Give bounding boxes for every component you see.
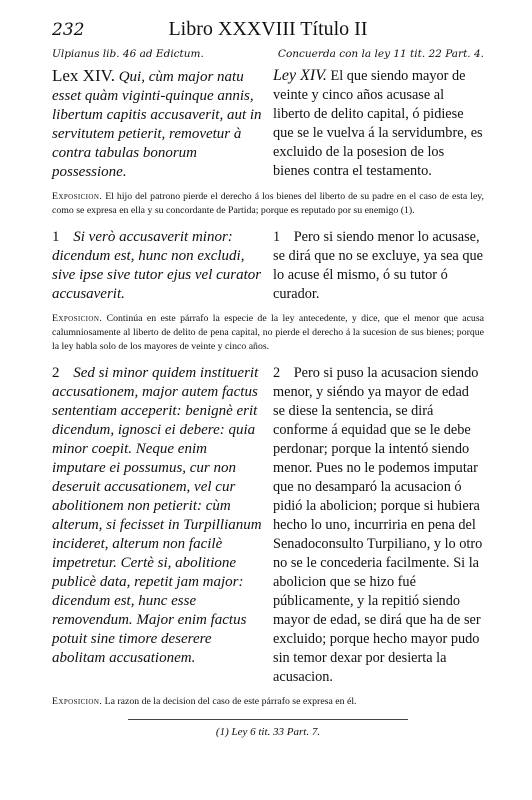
page <box>52 20 484 738</box>
lex14-latin-text: Qui, cùm major natu esset quàm viginti-quinque annis, libertum capitis accusaverit, aut in servitutem petierit, removetur à contra tabulas bonorum possessione. <box>52 69 262 180</box>
section-1-spanish-number: 1 <box>273 229 281 245</box>
section-2-latin-number: 2 <box>52 365 60 381</box>
section-1-latin <box>52 228 263 304</box>
lex14-latin <box>52 66 263 182</box>
section-2-latin <box>52 364 263 687</box>
exposition-3 <box>52 695 484 709</box>
section-1-spanish-text: Pero si siendo menor lo acusase, se dirá que no se excluye, ya sea que lo acuse él mismo, ó su tutor ó curador. <box>273 229 483 302</box>
section-2-latin-text: Sed si minor quidem instituerit accusationem, major autem factus sententiam acceperit: benignè erit dicendum, ignosci ei debere: quia minor coepit. Neque enim imputare ei possumus, cur non deseruit accusationem, vel cur abolitionem non petierit: cùm alterum, si fecisset in Turpillianum incideret, alterum non facilè impetretur. Certè si, abolitione publicè data, repetit jam major: dicendum est, hunc esse removendum. Major enim factus potuit sine timore deserere abolitam accusationem. <box>52 365 262 666</box>
page-header <box>52 20 484 46</box>
exposition-1-text: El hijo del patrono pierde el derecho á los bienes del liberto de su padre en el caso de esta ley, como se expresa en ella y su concordante de Partida; porque es reputado por su enemigo (1). <box>52 191 484 216</box>
lex14-block <box>52 66 484 182</box>
lex14-spanish-text: El que siendo mayor de veinte y cinco años acusase al liberto de delito capital, ó pidiese que se le vuelva á la servidumbre, es excluido de la posesion de los bienes contra el testamento. <box>273 68 483 179</box>
page-title: Libro XXXVIII Título II <box>168 18 368 40</box>
section-1-block <box>52 228 484 304</box>
exposition-2 <box>52 312 484 354</box>
exposition-3-text: La razon de la decision del caso de este párrafo se expresa en él. <box>104 696 357 707</box>
section-2-spanish-number: 2 <box>273 365 281 381</box>
exposition-2-label: Exposicion. <box>52 313 103 324</box>
exposition-3-label: Exposicion. <box>52 696 103 707</box>
lex14-spanish-lead: Ley XIV. <box>273 67 327 84</box>
footnote-divider <box>128 719 408 720</box>
exposition-1 <box>52 190 484 218</box>
lex14-latin-lead: Lex XIV. <box>52 66 115 85</box>
exposition-1-label: Exposicion. <box>52 191 103 202</box>
lex14-spanish <box>273 66 484 182</box>
section-2-spanish <box>273 364 484 687</box>
section-2-spanish-text: Pero si puso la acusacion siendo menor, y siéndo ya mayor de edad se diese la sentencia, se dirá conforme á equidad que se le debe perdonar; porque la intentó siendo menor. Pues no le podemos imputar que no desamparó la acusacion ó pidió la abolicion; porque si hubiera hecho lo uno, incurriria en pena del Senadoconsulto Turpiliano, y lo otro no se le concederia facilmente. Si la abolicion que se hizo fué públicamente, y la repitió siendo mayor de edad, se dirá que ha de ser excluido; porque hecho mayor pudo sin temor dexar por desierta la acusacion. <box>273 365 483 685</box>
section-1-latin-text: Si verò accusaverit minor: dicendum est, hunc non excludi, sive ipse sive tutor ejus vel curator accusaverit. <box>52 229 262 302</box>
source-right: Concuerda con la ley 11 tit. 22 Part. 4. <box>277 48 484 60</box>
page-number: 232 <box>52 20 85 40</box>
exposition-2-text: Continúa en este párrafo la especie de la ley antecedente, y dice, que el menor que acusa calumniosamente al liberto de delito de pena capital, no pierde el derecho á la sucesion de sus bienes; porque la ley habla solo de los mayores de veinte y cinco años. <box>52 313 484 352</box>
section-2-block <box>52 364 484 687</box>
footnote: (1) Ley 6 tit. 33 Part. 7. <box>215 726 321 738</box>
source-line <box>52 46 484 66</box>
section-1-spanish <box>273 228 484 304</box>
source-left: Ulpianus lib. 46 ad Edictum. <box>52 48 204 60</box>
section-1-latin-number: 1 <box>52 229 60 245</box>
